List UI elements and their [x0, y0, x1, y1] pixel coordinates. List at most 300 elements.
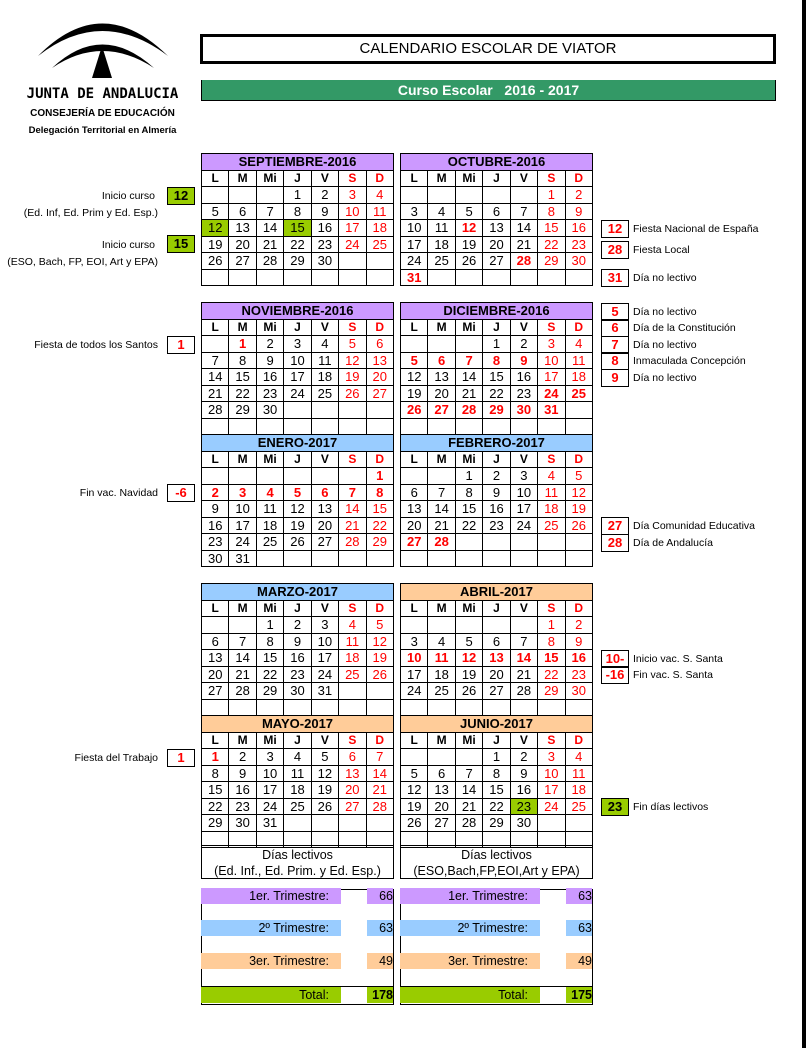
calendar-day: 10: [256, 765, 283, 782]
calendar-day: 16: [510, 782, 537, 799]
calendar-day: 23: [565, 236, 592, 253]
calendar-empty-cell: [339, 815, 366, 832]
calendar-day: 17: [538, 369, 565, 386]
note-label: Día Comunidad Educativa: [633, 520, 755, 532]
calendar-day: 29: [538, 253, 565, 270]
note-label: Día no lectivo: [633, 372, 697, 384]
summary-label: 1er. Trimestre:: [201, 888, 341, 904]
weekday-header: S: [538, 170, 565, 187]
calendar-day: 12: [202, 220, 229, 237]
calendar-day: 6: [202, 633, 229, 650]
calendar-day: 13: [483, 650, 510, 667]
summary-label: 2º Trimestre:: [400, 920, 540, 936]
calendar-day: 15: [455, 501, 482, 518]
calendar-day: 21: [455, 798, 482, 815]
calendar-day: 10: [401, 220, 428, 237]
summary-value: 49: [566, 953, 592, 969]
calendar-day: 8: [202, 765, 229, 782]
calendar-day: 5: [366, 617, 393, 634]
weekday-header: V: [311, 319, 338, 336]
calendar-day: 10: [229, 501, 256, 518]
note-label: Día no lectivo: [633, 306, 697, 318]
calendar-day: 22: [366, 517, 393, 534]
month-calendar: [400, 153, 593, 286]
calendar-empty-cell: [565, 269, 592, 286]
weekday-header: M: [428, 451, 455, 468]
weekday-header: L: [401, 319, 428, 336]
calendar-day: 8: [538, 633, 565, 650]
calendar-day: 18: [339, 650, 366, 667]
calendar-day: 13: [202, 650, 229, 667]
summary-title: Días lectivos: [461, 848, 532, 862]
calendar-day: 2: [483, 468, 510, 485]
calendar-day: 7: [455, 352, 482, 369]
calendar-day: 9: [510, 352, 537, 369]
calendar-day: 14: [455, 782, 482, 799]
calendar-empty-cell: [428, 269, 455, 286]
summary-label: Total:: [400, 987, 540, 1003]
calendar-day: 25: [339, 666, 366, 683]
calendar-day: 15: [202, 782, 229, 799]
calendar-day: 11: [428, 220, 455, 237]
calendar-day: 10: [538, 765, 565, 782]
calendar-day: 9: [202, 501, 229, 518]
calendar-day: 30: [565, 683, 592, 700]
note-day-badge: 28: [601, 534, 629, 552]
calendar-day: 1: [483, 336, 510, 353]
calendar-day: 27: [311, 534, 338, 551]
weekday-header: L: [202, 732, 229, 749]
weekday-header: Mi: [455, 451, 482, 468]
weekday-header: V: [311, 170, 338, 187]
calendar-day: 14: [510, 220, 537, 237]
calendar-day: 25: [428, 253, 455, 270]
weekday-header: J: [483, 732, 510, 749]
calendar-day: 15: [483, 369, 510, 386]
calendar-day: 17: [284, 369, 311, 386]
calendar-day: 1: [538, 617, 565, 634]
calendar-day: 4: [428, 633, 455, 650]
month-calendar: [400, 434, 593, 567]
calendar-empty-cell: [538, 269, 565, 286]
weekday-header: Mi: [256, 600, 283, 617]
calendar-day: 9: [483, 484, 510, 501]
calendar-empty-cell: [510, 187, 537, 204]
calendar-empty-cell: [284, 815, 311, 832]
calendar-day: 16: [565, 650, 592, 667]
calendar-day: 6: [229, 203, 256, 220]
weekday-header: L: [202, 170, 229, 187]
calendar-day: 6: [311, 484, 338, 501]
note-label: (Ed. Inf, Ed. Prim y Ed. Esp.): [23, 207, 158, 219]
note-label: Fin días lectivos: [633, 801, 709, 813]
calendar-day: 6: [366, 336, 393, 353]
weekday-header: D: [366, 170, 393, 187]
calendar-empty-cell: [311, 815, 338, 832]
calendar-day: 3: [510, 468, 537, 485]
calendar-empty-cell: [455, 187, 482, 204]
calendar-day: 19: [202, 236, 229, 253]
weekday-header: V: [311, 732, 338, 749]
calendar-day: 14: [455, 369, 482, 386]
calendar-day: 19: [565, 501, 592, 518]
calendar-day: 3: [256, 749, 283, 766]
weekday-header: V: [510, 732, 537, 749]
calendar-day: 5: [202, 203, 229, 220]
calendar-day: 16: [311, 220, 338, 237]
calendar-empty-cell: [428, 749, 455, 766]
calendar-day: 22: [538, 666, 565, 683]
weekday-header: L: [401, 732, 428, 749]
calendar-day: 19: [455, 666, 482, 683]
weekday-header: J: [284, 600, 311, 617]
summary-header: [400, 845, 593, 879]
calendar-day: 12: [401, 782, 428, 799]
calendar-empty-cell: [366, 269, 393, 286]
calendar-empty-cell: [202, 699, 229, 716]
calendar-day: 10: [311, 633, 338, 650]
calendar-empty-cell: [284, 550, 311, 567]
calendar-day: 24: [538, 798, 565, 815]
calendar-day: 27: [229, 253, 256, 270]
summary-value: 63: [367, 920, 393, 936]
calendar-day: 6: [428, 352, 455, 369]
month-title: MARZO-2017: [202, 584, 394, 601]
calendar-day: 21: [455, 385, 482, 402]
calendar-day: 24: [401, 253, 428, 270]
weekday-header: L: [202, 319, 229, 336]
calendar-day: 24: [510, 517, 537, 534]
calendar-empty-cell: [538, 418, 565, 435]
calendar-empty-cell: [256, 269, 283, 286]
calendar-empty-cell: [229, 418, 256, 435]
weekday-header: D: [565, 170, 592, 187]
calendar-day: 19: [311, 782, 338, 799]
calendar-empty-cell: [366, 683, 393, 700]
calendar-day: 27: [483, 253, 510, 270]
calendar-day: 4: [366, 187, 393, 204]
calendar-day: 14: [428, 501, 455, 518]
summary-header: [201, 845, 394, 879]
month-calendar: [400, 583, 593, 716]
calendar-empty-cell: [401, 749, 428, 766]
calendar-day: 11: [284, 765, 311, 782]
calendar-empty-cell: [311, 269, 338, 286]
month-calendar: [201, 715, 394, 848]
calendar-empty-cell: [202, 187, 229, 204]
calendar-day: 29: [483, 402, 510, 419]
calendar-day: 17: [256, 782, 283, 799]
summary-title: Días lectivos: [262, 848, 333, 862]
weekday-header: S: [339, 732, 366, 749]
calendar-day: 7: [366, 749, 393, 766]
calendar-day: 20: [366, 369, 393, 386]
calendar-day: 4: [538, 468, 565, 485]
calendar-empty-cell: [455, 534, 482, 551]
calendar-day: 19: [366, 650, 393, 667]
weekday-header: V: [510, 600, 537, 617]
summary-subtitle: (ESO,Bach,FP,EOI,Art y EPA): [413, 864, 580, 878]
summary-row: [400, 920, 593, 936]
calendar-day: 5: [455, 203, 482, 220]
note-day-badge: -16: [601, 666, 629, 684]
calendar-day: 12: [455, 220, 482, 237]
calendar-day: 17: [401, 236, 428, 253]
calendar-day: 4: [311, 336, 338, 353]
summary-label: Total:: [201, 987, 341, 1003]
calendar-empty-cell: [401, 699, 428, 716]
calendar-day: 21: [339, 517, 366, 534]
weekday-header: S: [538, 732, 565, 749]
calendar-empty-cell: [229, 187, 256, 204]
weekday-header: J: [284, 170, 311, 187]
weekday-header: Mi: [455, 170, 482, 187]
weekday-header: J: [483, 319, 510, 336]
calendar-empty-cell: [428, 336, 455, 353]
calendar-day: 13: [229, 220, 256, 237]
calendar-day: 6: [483, 203, 510, 220]
calendar-day: 21: [202, 385, 229, 402]
calendar-day: 23: [510, 798, 537, 815]
calendar-day: 22: [229, 385, 256, 402]
calendar-day: 5: [311, 749, 338, 766]
calendar-day: 11: [256, 501, 283, 518]
calendar-day: 17: [510, 501, 537, 518]
note-label: Fin vac. Navidad: [79, 487, 158, 499]
calendar-day: 26: [401, 815, 428, 832]
calendar-day: 13: [339, 765, 366, 782]
calendar-day: 14: [339, 501, 366, 518]
weekday-header: M: [229, 451, 256, 468]
calendar-day: 4: [339, 617, 366, 634]
calendar-day: 9: [229, 765, 256, 782]
calendar-day: 21: [510, 236, 537, 253]
note-label: Día de Andalucía: [633, 537, 713, 549]
summary-value: 63: [566, 888, 592, 904]
calendar-day: 5: [401, 352, 428, 369]
calendar-day: 12: [284, 501, 311, 518]
calendar-day: 5: [565, 468, 592, 485]
calendar-empty-cell: [510, 269, 537, 286]
calendar-day: 22: [256, 666, 283, 683]
calendar-day: 21: [510, 666, 537, 683]
calendar-day: 24: [256, 798, 283, 815]
calendar-day: 30: [229, 815, 256, 832]
calendar-day: 7: [510, 203, 537, 220]
calendar-empty-cell: [565, 402, 592, 419]
calendar-empty-cell: [538, 534, 565, 551]
calendar-empty-cell: [339, 418, 366, 435]
calendar-day: 30: [202, 550, 229, 567]
weekday-header: M: [229, 600, 256, 617]
note-label: Inicio curso: [101, 190, 155, 202]
calendar-empty-cell: [455, 617, 482, 634]
calendar-day: 31: [311, 683, 338, 700]
month-calendar: [201, 434, 394, 567]
calendar-day: 3: [538, 336, 565, 353]
calendar-day: 27: [428, 815, 455, 832]
calendar-day: 24: [339, 236, 366, 253]
note-label: Día de la Constitución: [633, 322, 736, 334]
calendar-day: 3: [538, 749, 565, 766]
calendar-empty-cell: [538, 550, 565, 567]
calendar-day: 16: [202, 517, 229, 534]
note-day-badge: 28: [601, 241, 629, 259]
weekday-header: D: [366, 451, 393, 468]
note-label: Día no lectivo: [633, 272, 697, 284]
calendar-day: 1: [455, 468, 482, 485]
calendar-empty-cell: [284, 468, 311, 485]
weekday-header: J: [284, 451, 311, 468]
calendar-day: 18: [366, 220, 393, 237]
calendar-day: 7: [229, 633, 256, 650]
calendar-day: 14: [366, 765, 393, 782]
calendar-day: 18: [565, 782, 592, 799]
calendar-day: 29: [202, 815, 229, 832]
calendar-day: 1: [483, 749, 510, 766]
calendar-day: 25: [366, 236, 393, 253]
calendar-empty-cell: [202, 617, 229, 634]
calendar-day: 7: [455, 765, 482, 782]
note-label: Fiesta Local: [633, 244, 690, 256]
calendar-day: 29: [483, 815, 510, 832]
calendar-empty-cell: [339, 550, 366, 567]
calendar-empty-cell: [428, 418, 455, 435]
calendar-day: 4: [284, 749, 311, 766]
calendar-day: 29: [538, 683, 565, 700]
calendar-day: 31: [229, 550, 256, 567]
calendar-day: 11: [565, 352, 592, 369]
calendar-day: 31: [256, 815, 283, 832]
summary-value: 63: [566, 920, 592, 936]
calendar-day: 23: [510, 385, 537, 402]
calendar-day: 23: [565, 666, 592, 683]
calendar-day: 3: [284, 336, 311, 353]
summary-label: 1er. Trimestre:: [400, 888, 540, 904]
note-day-badge: 12: [167, 187, 195, 205]
calendar-day: 11: [538, 484, 565, 501]
month-calendar: [400, 715, 593, 848]
calendar-empty-cell: [565, 418, 592, 435]
calendar-day: 19: [401, 798, 428, 815]
calendar-day: 22: [284, 236, 311, 253]
calendar-day: 21: [229, 666, 256, 683]
calendar-empty-cell: [284, 269, 311, 286]
calendar-empty-cell: [311, 699, 338, 716]
calendar-day: 11: [339, 633, 366, 650]
month-title: NOVIEMBRE-2016: [202, 303, 394, 320]
calendar-empty-cell: [455, 269, 482, 286]
calendar-day: 30: [284, 683, 311, 700]
calendar-day: 12: [455, 650, 482, 667]
calendar-empty-cell: [401, 336, 428, 353]
calendar-empty-cell: [202, 468, 229, 485]
summary-row: [201, 920, 394, 936]
calendar-day: 15: [483, 782, 510, 799]
logo-name: JUNTA DE ANDALUCIA: [26, 86, 179, 102]
right-edge-border: [802, 0, 806, 1048]
calendar-day: 10: [510, 484, 537, 501]
summary-value: 178: [367, 987, 393, 1003]
calendar-day: 6: [401, 484, 428, 501]
calendar-day: 29: [284, 253, 311, 270]
calendar-day: 20: [483, 666, 510, 683]
calendar-day: 20: [401, 517, 428, 534]
calendar-day: 20: [311, 517, 338, 534]
calendar-empty-cell: [229, 468, 256, 485]
calendar-day: 18: [565, 369, 592, 386]
weekday-header: M: [229, 732, 256, 749]
logo-office: Delegación Territorial en Almería: [28, 125, 177, 136]
calendar-empty-cell: [428, 550, 455, 567]
calendar-day: 26: [311, 798, 338, 815]
calendar-day: 24: [401, 683, 428, 700]
calendar-day: 20: [428, 798, 455, 815]
calendar-day: 2: [311, 187, 338, 204]
calendar-day: 28: [202, 402, 229, 419]
calendar-empty-cell: [311, 418, 338, 435]
calendar-day: 30: [565, 253, 592, 270]
weekday-header: J: [284, 319, 311, 336]
weekday-header: D: [565, 319, 592, 336]
month-title: DICIEMBRE-2016: [401, 303, 593, 320]
weekday-header: S: [339, 451, 366, 468]
calendar-empty-cell: [483, 534, 510, 551]
calendar-day: 18: [256, 517, 283, 534]
month-title: SEPTIEMBRE-2016: [202, 154, 394, 171]
summary-label: 3er. Trimestre:: [201, 953, 341, 969]
note-label: (ESO, Bach, FP, EOI, Art y EPA): [7, 256, 158, 268]
calendar-empty-cell: [339, 402, 366, 419]
calendar-empty-cell: [202, 418, 229, 435]
calendar-empty-cell: [366, 253, 393, 270]
weekday-header: M: [229, 170, 256, 187]
calendar-day: 20: [202, 666, 229, 683]
note-day-badge: 23: [601, 798, 629, 816]
calendar-day: 26: [401, 402, 428, 419]
calendar-day: 19: [401, 385, 428, 402]
calendar-day: 25: [311, 385, 338, 402]
summary-total-row: [400, 986, 593, 1003]
calendar-day: 7: [202, 352, 229, 369]
weekday-header: V: [510, 451, 537, 468]
calendar-day: 10: [401, 650, 428, 667]
calendar-day: 26: [284, 534, 311, 551]
calendar-day: 23: [311, 236, 338, 253]
weekday-header: V: [510, 170, 537, 187]
calendar-day: 17: [339, 220, 366, 237]
calendar-empty-cell: [311, 468, 338, 485]
note-label: Inicio vac. S. Santa: [633, 653, 723, 665]
calendar-empty-cell: [401, 468, 428, 485]
calendar-day: 21: [256, 236, 283, 253]
calendar-empty-cell: [229, 617, 256, 634]
summary-subtitle: (Ed. Inf., Ed. Prim. y Ed. Esp.): [214, 864, 381, 878]
calendar-day: 19: [455, 236, 482, 253]
weekday-header: Mi: [455, 732, 482, 749]
calendar-day: 23: [483, 517, 510, 534]
calendar-day: 11: [428, 650, 455, 667]
calendar-empty-cell: [401, 418, 428, 435]
note-day-badge: 6: [601, 319, 629, 337]
weekday-header: D: [565, 732, 592, 749]
calendar-empty-cell: [565, 534, 592, 551]
calendar-day: 1: [229, 336, 256, 353]
note-label: Fin vac. S. Santa: [633, 669, 713, 681]
calendar-day: 28: [366, 798, 393, 815]
calendar-day: 6: [428, 765, 455, 782]
calendar-empty-cell: [256, 418, 283, 435]
